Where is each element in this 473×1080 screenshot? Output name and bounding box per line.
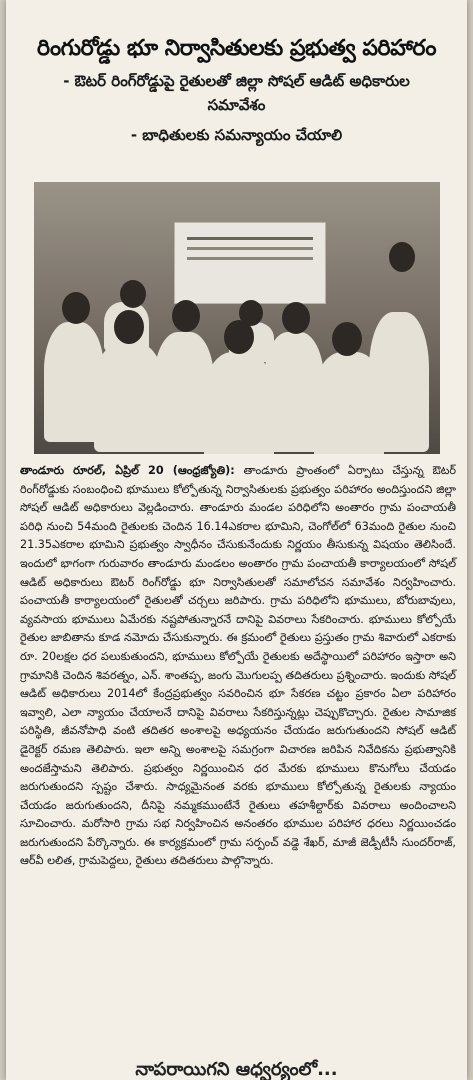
article-text: తాండూరు ప్రాంతంలో ఏర్పాటు చేస్తున్న ఔటర్ రింగ్‌రోడ్డుకు సంబంధించి భూములు కోల్పోతున్న నిర్వాసితులకు ప్రభుత్వం పరిహారం అందిస్తుందని జిల్లా సోషల్ ఆడిట్ అధికారులు వెల్లడించారు. తాండూరు మండల పరిధిలోని అంతారం గ్రామ పంచాయతీ పరిధి నుంచి 54మంది రైతులకు చెందిన 16.14ఎకరాల భూమిని, చెంగోల్‌లో 63మంది రైతుల నుంచి 21.35ఎకరాల భూమిని ప్రభుత్వం స్వాధీనం చేసుకునేందుకు నిర్ణయం తీసుకున్న విషయం తెలిసిందే. ఇందులో భాగంగా గురువారం తాండూరు మండలం అంతారం గ్రామ పంచాయతీ కార్యాలయంలో సోషల్ ఆడిట్ అధికారులు ఔటర్ రింగ్‌రోడ్డు భూ నిర్వాసితులతో సమాలోచన సమావేశం నిర్వహించారు. పంచాయతీ కార్యాలయంలో రైతులతో చర్చలు జరిపారు. గ్రామ పరిధిలోని భూములు, బోరుబావులు, వ్యవసాయ భూములు ఏమేరకు నష్టపోతున్నారనే దానిపై వివరాలు సేకరించారు. భూములు కోల్పోయే రైతుల జాబితాను కూడ నమోదు చేసుకున్నారు. ఈ క్రమంలో రైతులు ప్రస్తుతం గ్రామ శివారులో ఎకరాకు రూ. 20లక్షల ధర పలుకుతుందని, భూములు కోల్పోయే రైతులకు అదేస్థాయిలో పరిహారం ఇస్తారా అని గ్రామానికి చెందిన శివరత్నం, ఎన్. శాంతప్ప, జంగు మొగులప్ప తదితరులు ప్రశ్నించారు. ఇందుకు సోషల్ ఆడిట్ అధికారులు 2014లో కేంద్రప్రభుత్వం సవరించిన భూ సేకరణ చట్టం ప్రకారం ఏలా పరిహారం ఇవ్వాలి, ఎలా న్యాయం చేయాలనే దానిపై వివరాలు సేకరిస్తున్నట్లు చెప్పుకొచ్చారు. రైతుల సామాజిక పరిస్థితి, జీవనోపాధి వంటి తదితర అంశాలపై అధ్యయనం చేయడం జరుగుతుందని సోషల్ ఆడిట్ డైరెక్టర్ రమణ తెలిపారు. ఇలా అన్ని అంశాలపై సమగ్రంగా విచారణ జరిపిన నివేదికను ప్రభుత్వానికి అందజేస్తామని తెలిపారు. ప్రభుత్వం నిర్ణయించిన ధర మేరకు భూములు కొనుగోలు చేయడం జరుగుతుందని స్పష్టం చేశారు. సాధ్యమైనంత వరకు భూములు కోల్పోతున్న రైతులకు న్యాయం చేయడం జరుగుతుందని, దీనిపై నమ్మకముంటేనే రైతులు తహశీల్దార్‌కు వివరాలు అందించాలని సూచించారు. మరోసారి గ్రామ సభ నిర్వహించిన అనంతరం భూముల పరిహార ధరలు నిర్ణయించడం జరుగుతుందని పేర్కొన్నారు. ఈ కార్యక్రమంలో గ్రామ సర్పంచ్ వడ్డె శేఖర్, మాజీ జెడ్పీటీసీ సుందర్‌రాజ్, ఆర్‌వీ లలిత, గ్రామపెద్దలు, రైతులు తదితరులు పాల్గొన్నారు. — [20, 464, 456, 868]
dateline: తాండూరు రూరల్, ఏప్రిల్ 20 (ఆంధ్రజ్యోతి): — [20, 464, 235, 477]
headline: రింగురోడ్డు భూ నిర్వాసితులకు ప్రభుత్వ పరిహారం — [36, 36, 437, 61]
subheadline-2: - బాధితులకు సమన్యాయం చేయాలి — [130, 126, 343, 144]
subheadline-1: - ఔటర్ రింగ్‌రోడ్డుపై రైతులతో జిల్లా సోషల్ ఆడిట్ అధికారుల — [63, 72, 410, 90]
banner — [174, 222, 326, 304]
newspaper-clipping — [6, 0, 467, 1080]
meeting-photo — [34, 182, 440, 454]
subheadline-1-cont: సమావేశం — [207, 96, 266, 114]
article-body — [20, 462, 456, 871]
next-article-headline: నాపరాయిగని ఆధ్వర్యంలో... — [135, 1059, 338, 1080]
